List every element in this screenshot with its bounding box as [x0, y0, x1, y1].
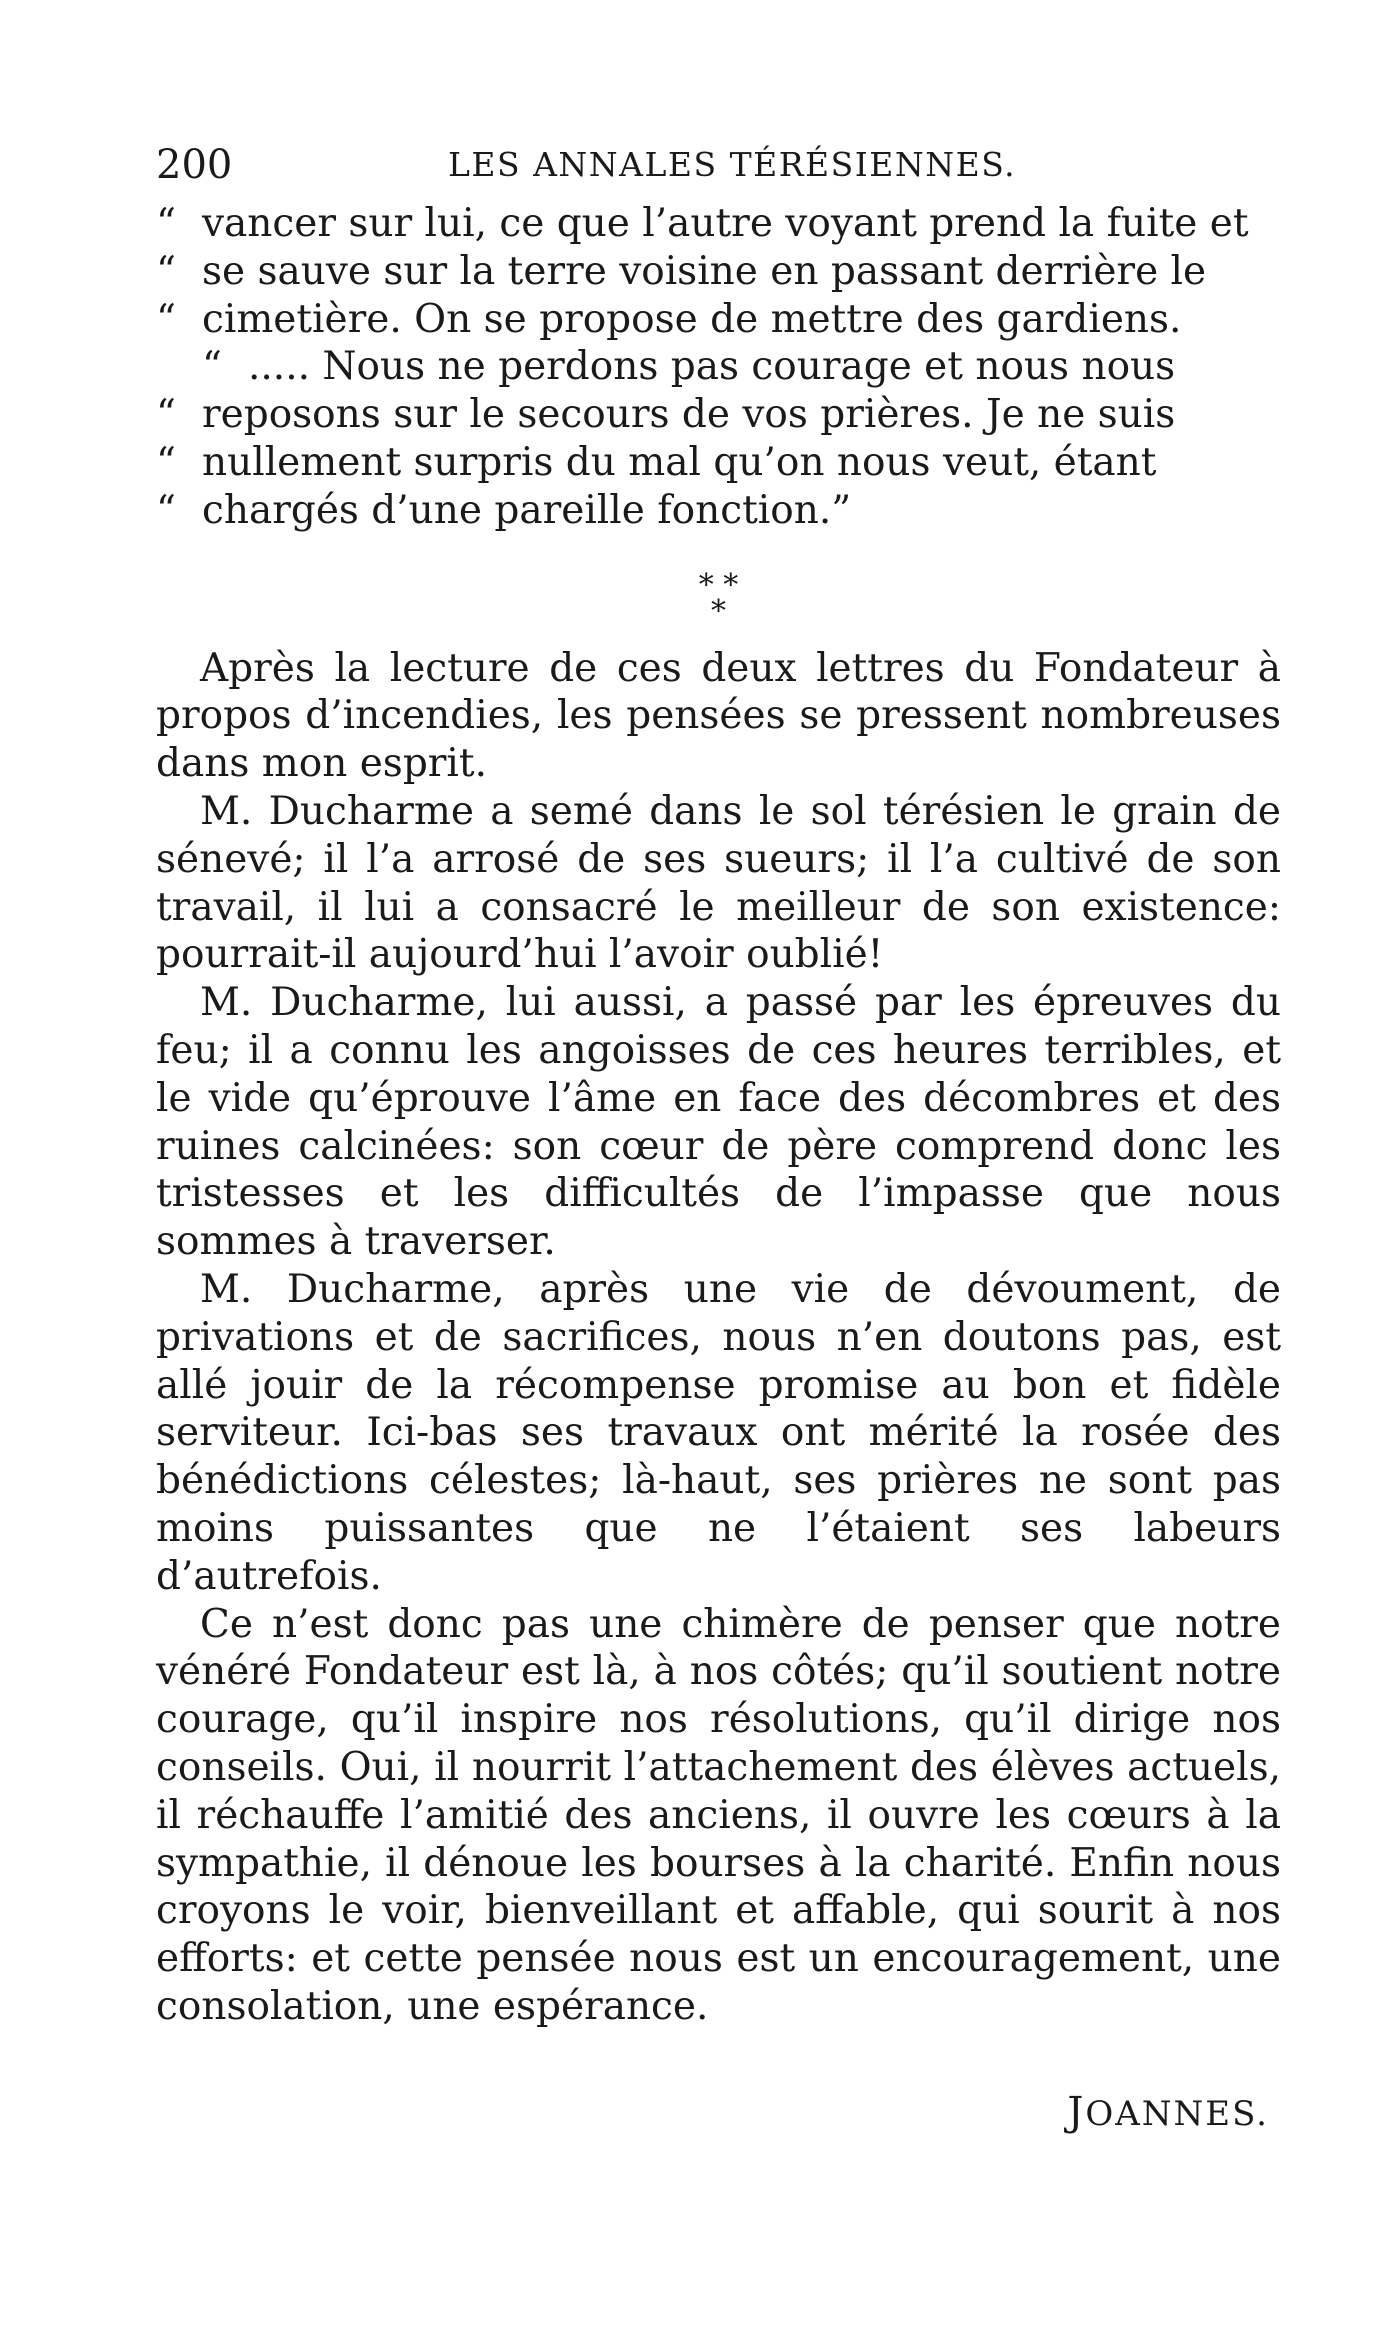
paragraph: M. Ducharme, après une vie de dévoument, de privations et de sacrifices, nous n’en doutons pas, est allé jouir de la récompense promise au bon et fidèle serviteur. Ici-bas ses travaux ont mérité la rosée des bénédictions célestes; là-haut, ses prières ne sont pas moins puissantes que ne l’étaient ses labeurs d’autrefois.	[156, 1266, 1281, 1599]
paragraph: M. Ducharme a semé dans le sol térésien le grain de sénevé; il l’a arrosé de ses sueurs; il l’a cultivé de son travail, il lui a consacré le meilleur de son existence: pourrait-il aujourd’hui l’avoir oublié!	[156, 788, 1281, 978]
quote-line-text: chargés d’une pareille fonction.”	[202, 487, 852, 533]
book-page	[156, 130, 1281, 2138]
quote-line	[156, 296, 1281, 344]
running-title: LES ANNALES TÉRÉSIENNES.	[448, 145, 1017, 184]
quote-line-text: vancer sur lui, ce que l’autre voyant prend la fuite et	[202, 201, 1249, 246]
paragraph: M. Ducharme, lui aussi, a passé par les épreuves du feu; il a connu les angoisses de ces heures terribles, et le vide qu’éprouve l’âme en face des décombres et des ruines calcinées: son cœur de père comprend donc les tristesses et les difficultés de l’impasse que nous sommes à traverser.	[156, 980, 1281, 1265]
quote-line-text: se sauve sur la terre voisine en passant derrière le	[202, 248, 1207, 294]
asterism-divider	[156, 549, 1281, 641]
quoted-letter-excerpt	[156, 200, 1281, 535]
page-header	[156, 130, 1281, 200]
asterism-bottom: *	[711, 593, 726, 629]
quote-line	[156, 439, 1281, 487]
quote-mark: “	[156, 201, 176, 246]
quote-mark: “	[156, 439, 176, 485]
quote-line	[156, 343, 1281, 391]
quote-line	[156, 248, 1281, 296]
page-body	[156, 200, 1281, 2138]
paragraph: Ce n’est donc pas une chimère de penser que notre vénéré Fondateur est là, à nos côtés; qu’il soutient notre courage, qu’il inspire nos résolutions, qu’il dirige nos conseils. Oui, il nourrit l’attachement des élèves actuels, il réchauffe l’amitié des anciens, il ouvre les cœurs à la sympathie, il dénoue les bourses à la charité. Enfin nous croyons le voir, bienveillant et affable, qui sourit à nos efforts: et cette pensée nous est un encouragement, une consolation, une espérance.	[156, 1601, 1281, 2029]
signature-initial: J	[1067, 2088, 1086, 2135]
quote-line-text: nullement surpris du mal qu’on nous veut, étant	[202, 439, 1157, 485]
quote-line	[156, 391, 1281, 439]
page-number: 200	[156, 142, 233, 188]
asterism-top: * *	[698, 567, 739, 603]
quote-line-text: ..... Nous ne perdons pas courage et nous nous	[248, 344, 1176, 390]
paragraph: Après la lecture de ces deux lettres du Fondateur à propos d’incendies, les pensées se pressent nombreuses dans mon esprit.	[156, 645, 1281, 787]
signature-rest: OANNES.	[1085, 2093, 1269, 2134]
author-signature	[156, 2089, 1281, 2139]
quote-line-text: reposons sur le secours de vos prières. Je ne suis	[202, 392, 1176, 438]
quote-mark: “	[156, 296, 176, 342]
quote-mark: “	[156, 392, 176, 438]
quote-line-text: cimetière. On se propose de mettre des gardiens.	[202, 296, 1182, 342]
quote-line	[156, 200, 1281, 248]
quote-mark: “	[202, 344, 222, 390]
quote-mark: “	[156, 248, 176, 294]
quote-mark: “	[156, 487, 176, 533]
quote-line	[156, 487, 1281, 535]
